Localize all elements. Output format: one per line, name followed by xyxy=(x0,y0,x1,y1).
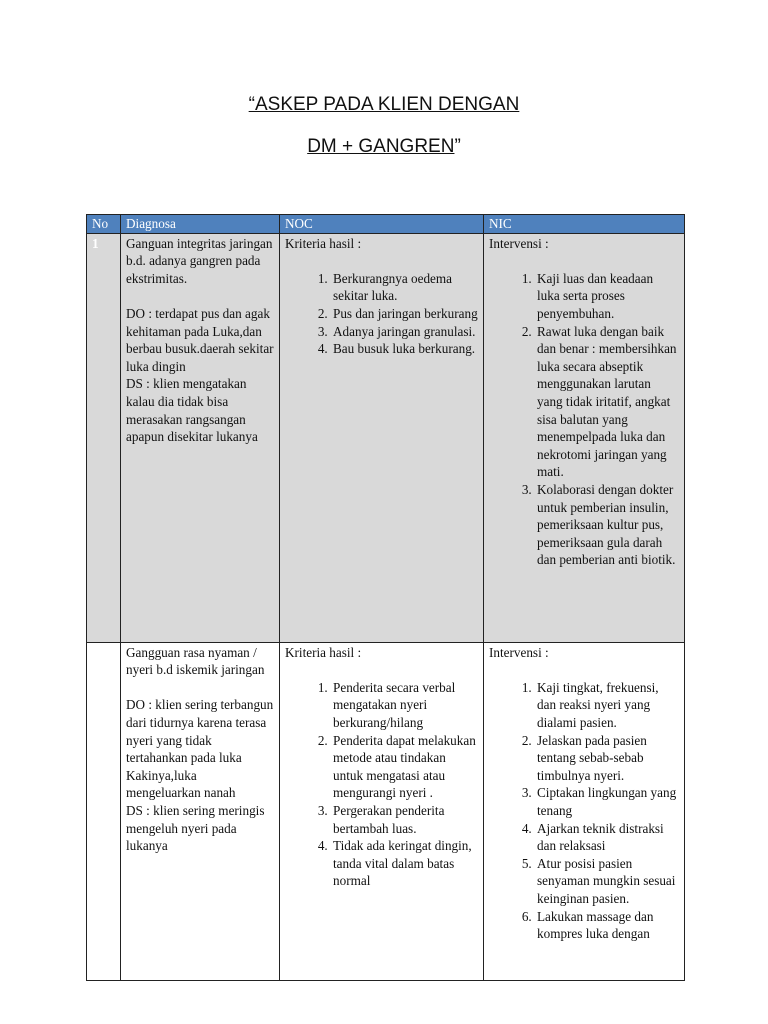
document-title-line1 xyxy=(0,94,768,116)
nic-label: Intervensi : xyxy=(489,644,549,660)
header-no: No xyxy=(87,215,121,234)
nic-list xyxy=(489,679,679,943)
list-item: 5. Atur posisi pasien senyaman mungkin sesuai keinginan pasien. xyxy=(535,855,679,908)
noc-list xyxy=(285,679,478,890)
nic-cell xyxy=(484,642,685,980)
list-item: 1. Berkurangnya oedema sekitar luka. xyxy=(331,270,478,305)
header-diagnosa: Diagnosa xyxy=(121,215,280,234)
diagnosa-cell xyxy=(121,642,280,980)
nic-label: Intervensi : xyxy=(489,235,549,251)
nic-list xyxy=(489,270,679,569)
document-title-line2 xyxy=(0,136,768,158)
header-noc: NOC xyxy=(280,215,484,234)
list-item: 1. Kaji tingkat, frekuensi, dan reaksi nyeri yang dialami pasien. xyxy=(535,679,679,732)
data-objektif: DO : terdapat pus dan agak kehitaman pada Luka,dan berbau busuk.daerah sekitar luka dingin xyxy=(126,305,274,374)
data-subjektif: DS : klien mengatakan kalau dia tidak bisa merasakan rangsangan apapun disekitar lukanya xyxy=(126,376,258,445)
askep-table xyxy=(86,214,685,981)
noc-cell xyxy=(280,642,484,980)
header-nic: NIC xyxy=(484,215,685,234)
noc-label: Kriteria hasil : xyxy=(285,644,362,660)
list-item: 2. Penderita dapat melakukan metode atau tindakan untuk mengatasi atau mengurangi nyeri . xyxy=(331,732,478,802)
diagnosa-text: Ganguan integritas jaringan b.d. adanya gangren pada ekstrimitas. xyxy=(126,235,273,286)
table-row xyxy=(87,233,685,642)
noc-label: Kriteria hasil : xyxy=(285,235,362,251)
row-number: 1 xyxy=(87,233,121,642)
list-item: 1. Penderita secara verbal mengatakan nyeri berkurang/hilang xyxy=(331,679,478,732)
list-item: 1. Kaji luas dan keadaan luka serta proses penyembuhan. xyxy=(535,270,679,323)
list-item: 3. Adanya jaringan granulasi. xyxy=(331,323,478,341)
noc-list xyxy=(285,270,478,358)
data-subjektif: DS : klien sering meringis mengeluh nyeri pada lukanya xyxy=(126,802,265,854)
list-item: 3. Pergerakan penderita bertambah luas. xyxy=(331,802,478,837)
list-item: 3. Ciptakan lingkungan yang tenang xyxy=(535,784,679,819)
noc-cell xyxy=(280,233,484,642)
row-number: 2 xyxy=(87,642,121,980)
list-item: 2. Jelaskan pada pasien tentang sebab-sebab timbulnya nyeri. xyxy=(535,732,679,785)
list-item: 4. Bau busuk luka berkurang. xyxy=(331,340,478,358)
table-row xyxy=(87,642,685,980)
diagnosa-text: Gangguan rasa nyaman / nyeri b.d iskemik jaringan xyxy=(126,644,265,678)
list-item: 4. Tidak ada keringat dingin, tanda vital dalam batas normal xyxy=(331,837,478,890)
nic-cell xyxy=(484,233,685,642)
diagnosa-cell xyxy=(121,233,280,642)
data-objektif: DO : klien sering terbangun dari tidurnya karena terasa nyeri yang tidak tertahankan pada luka Kakinya,luka mengeluarkan nanah xyxy=(126,697,274,801)
list-item: 2. Pus dan jaringan berkurang xyxy=(331,305,478,323)
list-item: 2. Rawat luka dengan baik dan benar : membersihkan luka secara abseptik menggunakan larutan yang tidak iritatif, angkat sisa balutan yang menempelpada luka dan nekrotomi jaringan yang mati. xyxy=(535,323,679,481)
table-header-row xyxy=(87,215,685,234)
title-text-1: “ASKEP PADA KLIEN DENGAN xyxy=(248,94,520,115)
list-item: 4. Ajarkan teknik distraksi dan relaksasi xyxy=(535,820,679,855)
title-text-2: DM + GANGREN xyxy=(307,136,455,157)
list-item: 6. Lakukan massage dan kompres luka dengan xyxy=(535,908,679,943)
title-closing-quote: ” xyxy=(454,136,461,157)
list-item: 3. Kolaborasi dengan dokter untuk pemberian insulin, pemeriksaan kultur pus, pemeriksaan gula darah dan pemberian anti biotik. xyxy=(535,481,679,569)
